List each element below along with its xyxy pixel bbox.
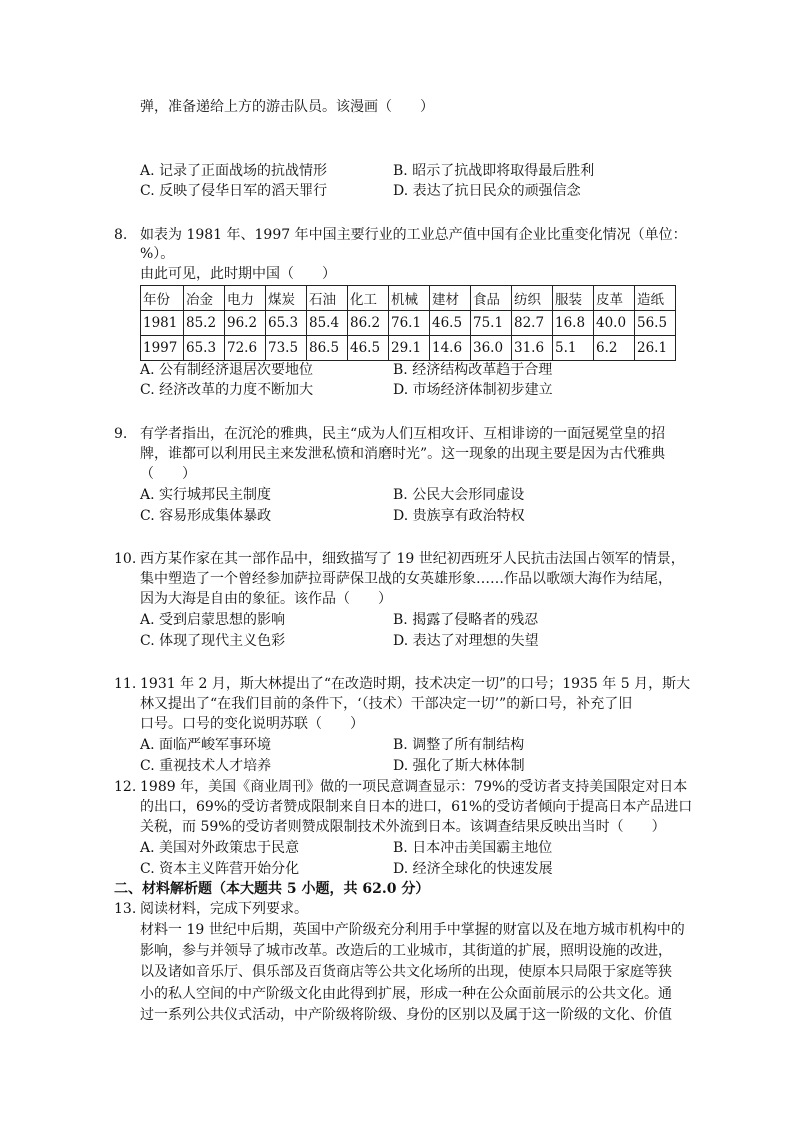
q9-number: 9.: [114, 426, 128, 442]
table-cell: 82.7: [512, 311, 553, 336]
table-cell: 1981: [141, 311, 184, 336]
table-header-cell: 建材: [430, 286, 471, 311]
q12-stem-line-2: 的出口，69%的受访者赞成限制来自日本的进口，61%的受访者倾向于提高日本产品进口: [140, 799, 693, 815]
q12-stem-line-3: 关税，而 59%的受访者则赞成限制技术外流到日本。该调查结果反映出当时（ ）: [140, 819, 666, 835]
q9-stem-line-2: 牌，谁都可以利用民主来发泄私愤和消磨时光”。这一现象的出现主要是因为古代雅典: [140, 446, 666, 462]
table-cell: 65.3: [184, 336, 225, 361]
table-header-cell: 化工: [348, 286, 389, 311]
table-header-cell: 煤炭: [266, 286, 307, 311]
q10-stem-line-2: 集中塑造了一个曾经参加萨拉哥萨保卫战的女英雄形象……作品以歌颂大海作为结尾，: [140, 571, 672, 587]
table-cell: 29.1: [389, 336, 430, 361]
table-header-cell: 年份: [141, 286, 184, 311]
table-header-cell: 食品: [471, 286, 512, 311]
table-cell: 73.5: [266, 336, 307, 361]
table-cell: 75.1: [471, 311, 512, 336]
q10-stem-line-1: 西方某作家在其一部作品中，细致描写了 19 世纪初西班牙人民抗击法国占领军的情景，: [140, 551, 685, 567]
q10-number: 10.: [114, 551, 137, 567]
q8-option-c[interactable]: C. 经济改革的力度不断加大: [140, 382, 314, 398]
table-header-cell: 电力: [225, 286, 266, 311]
q13-number: 13.: [114, 901, 137, 917]
table-cell: 86.5: [307, 336, 348, 361]
q12-option-d[interactable]: D. 经济全球化的快速发展: [393, 861, 553, 877]
table-header-cell: 冶金: [184, 286, 225, 311]
q9-option-b[interactable]: B. 公民大会形同虚设: [393, 487, 525, 503]
table-cell: 16.8: [553, 311, 594, 336]
table-cell: 46.5: [348, 336, 389, 361]
q8-option-d[interactable]: D. 市场经济体制初步建立: [393, 382, 553, 398]
q11-stem-line-2: 林又提出了“在我们目前的条件下，‘（技术）干部决定一切’”的新口号，补充了旧: [140, 696, 633, 712]
table-cell: 85.2: [184, 311, 225, 336]
q9-option-c[interactable]: C. 容易形成集体暴政: [140, 508, 272, 524]
q13-material-line-3: 以及诸如音乐厅、俱乐部及百货商店等公共文化场所的出现，使原本只局限于家庭等狭: [140, 964, 672, 980]
q12-option-c[interactable]: C. 资本主义阵营开始分化: [140, 861, 300, 877]
q9-stem-line-3: （ ）: [140, 466, 196, 482]
table-cell: 76.1: [389, 311, 430, 336]
table-cell: 26.1: [635, 336, 676, 361]
table-cell: 46.5: [430, 311, 471, 336]
q7-stem-tail: 弹，准备递给上方的游击队员。该漫画（ ）: [140, 99, 434, 115]
q13-intro: 阅读材料，完成下列要求。: [140, 901, 308, 917]
q10-option-a[interactable]: A. 受到启蒙思想的影响: [140, 612, 286, 628]
q11-option-c[interactable]: C. 重视技术人才培养: [140, 758, 272, 774]
q12-stem-line-1: 1989 年，美国《商业周刊》做的一项民意调查显示：79%的受访者支持美国限定对日本: [140, 779, 688, 795]
table-cell: 31.6: [512, 336, 553, 361]
q7-option-a[interactable]: A. 记录了正面战场的抗战情形: [140, 163, 328, 179]
q11-option-a[interactable]: A. 面临严峻军事环境: [140, 737, 272, 753]
table-cell: 1997: [141, 336, 184, 361]
q8-data-table: [140, 285, 676, 361]
q13-material-line-2: 影响，参与并领导了城市改革。改造后的工业城市，其街道的扩展，照明设施的改进，: [140, 943, 672, 959]
q13-material-line-5: 过一系列公共仪式活动，中产阶级将阶级、身份的区别以及属于这一阶级的文化、价值: [140, 1007, 672, 1023]
table-header-row: [141, 286, 676, 311]
q7-option-b[interactable]: B. 昭示了抗战即将取得最后胜利: [393, 163, 595, 179]
q8-stem-line-3: 由此可见，此时期中国（ ）: [140, 266, 336, 282]
q9-stem-line-1: 有学者指出，在沉沦的雅典，民主“成为人们互相攻讦、互相诽谤的一面冠冕堂皇的招: [140, 426, 666, 442]
table-row: [141, 336, 676, 361]
q11-stem-line-3: 口号。口号的变化说明苏联（ ）: [140, 716, 364, 732]
q10-option-d[interactable]: D. 表达了对理想的失望: [393, 633, 539, 649]
table-header-cell: 机械: [389, 286, 430, 311]
q13-material-line-4: 小的私人空间的中产阶级文化由此得到扩展，形成一种在公众面前展示的公共文化。通: [140, 986, 672, 1002]
q12-option-a[interactable]: A. 美国对外政策忠于民意: [140, 840, 300, 856]
q11-stem-line-1: 1931 年 2 月，斯大林提出了“在改造时期，技术决定一切”的口号；1935 年 5 月，斯大: [140, 676, 691, 692]
q8-stem-line-2: %）。: [140, 246, 175, 262]
table-header-cell: 皮革: [594, 286, 635, 311]
q8-option-b[interactable]: B. 经济结构改革趋于合理: [393, 362, 553, 378]
table-cell: 6.2: [594, 336, 635, 361]
table-cell: 72.6: [225, 336, 266, 361]
table-cell: 56.5: [635, 311, 676, 336]
q12-number: 12.: [114, 779, 137, 795]
table-cell: 65.3: [266, 311, 307, 336]
table-cell: 40.0: [594, 311, 635, 336]
q10-option-c[interactable]: C. 体现了现代主义色彩: [140, 633, 286, 649]
table-cell: 14.6: [430, 336, 471, 361]
q11-number: 11.: [114, 676, 137, 692]
q11-option-b[interactable]: B. 调整了所有制结构: [393, 737, 525, 753]
q12-option-b[interactable]: B. 日本冲击美国霸主地位: [393, 840, 553, 856]
section-title: 二、材料解析题（本大题共 5 小题，共 62.0 分）: [114, 881, 430, 897]
table-cell: 5.1: [553, 336, 594, 361]
q8-number: 8.: [114, 227, 128, 243]
table-cell: 85.4: [307, 311, 348, 336]
q9-option-a[interactable]: A. 实行城邦民主制度: [140, 487, 272, 503]
table-header-cell: 石油: [307, 286, 348, 311]
table-header-cell: 造纸: [635, 286, 676, 311]
table-cell: 96.2: [225, 311, 266, 336]
q7-option-d[interactable]: D. 表达了抗日民众的顽强信念: [393, 183, 581, 199]
table-row: [141, 311, 676, 336]
q9-option-d[interactable]: D. 贵族享有政治特权: [393, 508, 525, 524]
table-header-cell: 纺织: [512, 286, 553, 311]
q8-option-a[interactable]: A. 公有制经济退居次要地位: [140, 362, 314, 378]
table-cell: 36.0: [471, 336, 512, 361]
table-cell: 86.2: [348, 311, 389, 336]
q7-option-c[interactable]: C. 反映了侵华日军的滔天罪行: [140, 183, 328, 199]
q10-stem-line-3: 因为大海是自由的象征。该作品（ ）: [140, 591, 392, 607]
q11-option-d[interactable]: D. 强化了斯大林体制: [393, 758, 525, 774]
q8-stem-line-1: 如表为 1981 年、1997 年中国主要行业的工业总产值中国有企业比重变化情况（单位：: [140, 227, 687, 243]
q10-option-b[interactable]: B. 揭露了侵略者的残忍: [393, 612, 539, 628]
q13-material-line-1: 材料一 19 世纪中后期，英国中产阶级充分利用手中掌握的财富以及在地方城市机构中的: [140, 922, 685, 938]
table-header-cell: 服装: [553, 286, 594, 311]
